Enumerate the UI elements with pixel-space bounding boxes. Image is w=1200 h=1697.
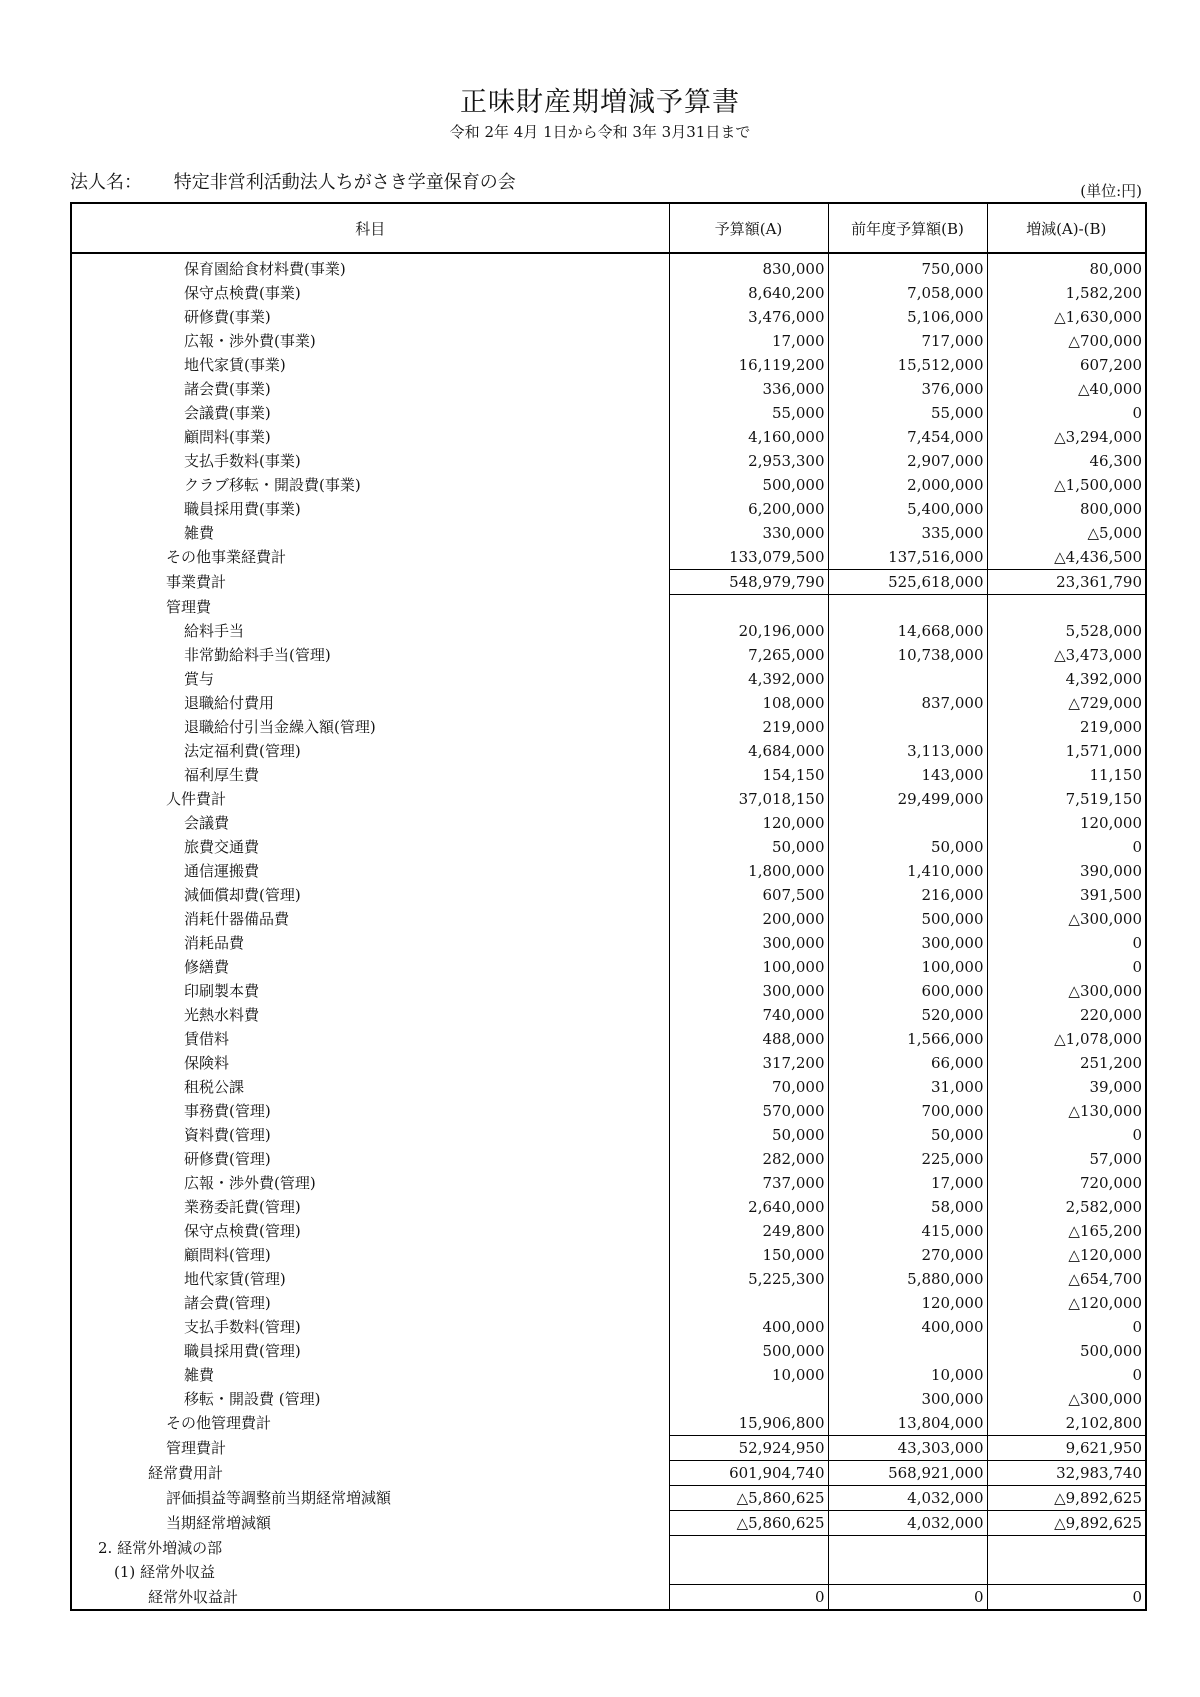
table-body xyxy=(71,253,1146,1610)
account-label: 賞与 xyxy=(184,670,215,688)
account-label: 地代家賃(管理) xyxy=(184,1270,286,1288)
difference-amount: 4,392,000 xyxy=(987,667,1146,691)
difference-amount: △130,000 xyxy=(987,1099,1146,1123)
account-label: 支払手数料(事業) xyxy=(184,452,301,470)
prior-budget-amount: 4,032,000 xyxy=(828,1511,987,1536)
table-row xyxy=(71,1560,1146,1585)
budget-amount: 548,979,790 xyxy=(669,570,828,595)
difference-amount: 800,000 xyxy=(987,497,1146,521)
table-row xyxy=(71,305,1146,329)
table-row xyxy=(71,1291,1146,1315)
prior-budget-amount: 55,000 xyxy=(828,401,987,425)
account-label: 移転・開設費 (管理) xyxy=(184,1390,321,1408)
prior-budget-amount: 5,880,000 xyxy=(828,1267,987,1291)
prior-budget-amount: 7,058,000 xyxy=(828,281,987,305)
difference-amount: 46,300 xyxy=(987,449,1146,473)
table-row xyxy=(71,1511,1146,1536)
difference-amount: 2,582,000 xyxy=(987,1195,1146,1219)
budget-amount: 50,000 xyxy=(669,835,828,859)
account-label: 広報・渉外費(事業) xyxy=(184,332,316,350)
account-label: 退職給付費用 xyxy=(184,694,275,712)
table-row xyxy=(71,1486,1146,1511)
corporation-line xyxy=(70,168,516,194)
difference-amount xyxy=(987,595,1146,620)
budget-amount: 4,392,000 xyxy=(669,667,828,691)
prior-budget-amount: 1,410,000 xyxy=(828,859,987,883)
prior-budget-amount: 137,516,000 xyxy=(828,545,987,570)
difference-amount: 219,000 xyxy=(987,715,1146,739)
account-label: 通信運搬費 xyxy=(184,862,260,880)
account-label: 評価損益等調整前当期経常増減額 xyxy=(166,1489,392,1507)
budget-amount: 737,000 xyxy=(669,1171,828,1195)
table-row xyxy=(71,715,1146,739)
difference-amount: △300,000 xyxy=(987,1387,1146,1411)
table-row xyxy=(71,449,1146,473)
prior-budget-amount: 15,512,000 xyxy=(828,353,987,377)
column-header-account: 科目 xyxy=(71,203,669,253)
table-row xyxy=(71,787,1146,811)
account-label: 雑費 xyxy=(184,1366,215,1384)
account-label: 法定福利費(管理) xyxy=(184,742,301,760)
budget-amount: 15,906,800 xyxy=(669,1411,828,1436)
table-row xyxy=(71,1027,1146,1051)
prior-budget-amount xyxy=(828,1536,987,1561)
difference-amount: △654,700 xyxy=(987,1267,1146,1291)
difference-amount: 720,000 xyxy=(987,1171,1146,1195)
difference-amount: △1,500,000 xyxy=(987,473,1146,497)
budget-amount xyxy=(669,595,828,620)
budget-amount: 100,000 xyxy=(669,955,828,979)
account-label: 顧問料(管理) xyxy=(184,1246,271,1264)
fiscal-period: 令和 2年 4月 1日から令和 3年 3月31日まで xyxy=(449,123,751,141)
document-title: 正味財産期増減予算書 xyxy=(460,87,740,118)
budget-table xyxy=(70,202,1147,1611)
budget-amount: △5,860,625 xyxy=(669,1511,828,1536)
account-label: 事業費計 xyxy=(166,573,227,591)
prior-budget-amount: 300,000 xyxy=(828,931,987,955)
account-label: 福利厚生費 xyxy=(184,766,260,784)
account-label: 管理費計 xyxy=(166,1439,227,1457)
prior-budget-amount: 10,000 xyxy=(828,1363,987,1387)
account-label: 賃借料 xyxy=(184,1030,230,1048)
prior-budget-amount: 300,000 xyxy=(828,1387,987,1411)
prior-budget-amount: 500,000 xyxy=(828,907,987,931)
budget-amount: 20,196,000 xyxy=(669,619,828,643)
account-label: 減価償却費(管理) xyxy=(184,886,301,904)
prior-budget-amount: 376,000 xyxy=(828,377,987,401)
table-row xyxy=(71,979,1146,1003)
account-label: 顧問料(事業) xyxy=(184,428,271,446)
budget-amount: 3,476,000 xyxy=(669,305,828,329)
budget-amount: 108,000 xyxy=(669,691,828,715)
account-label: 印刷製本費 xyxy=(184,982,260,1000)
difference-amount: 9,621,950 xyxy=(987,1436,1146,1461)
prior-budget-amount xyxy=(828,595,987,620)
budget-amount: 4,160,000 xyxy=(669,425,828,449)
difference-amount: 0 xyxy=(987,1315,1146,1339)
difference-amount: 0 xyxy=(987,1585,1146,1611)
difference-amount: △165,200 xyxy=(987,1219,1146,1243)
difference-amount: 500,000 xyxy=(987,1339,1146,1363)
account-label: 給料手当 xyxy=(184,622,245,640)
account-label: その他管理費計 xyxy=(166,1414,272,1433)
account-label: 光熱水料費 xyxy=(184,1006,260,1024)
table-row xyxy=(71,691,1146,715)
prior-budget-amount: 525,618,000 xyxy=(828,570,987,595)
account-label: 会議費 xyxy=(184,814,230,832)
prior-budget-amount: 58,000 xyxy=(828,1195,987,1219)
budget-amount: 10,000 xyxy=(669,1363,828,1387)
prior-budget-amount: 31,000 xyxy=(828,1075,987,1099)
difference-amount: 0 xyxy=(987,401,1146,425)
table-row xyxy=(71,955,1146,979)
difference-amount: 23,361,790 xyxy=(987,570,1146,595)
table-row xyxy=(71,401,1146,425)
table-row xyxy=(71,1436,1146,1461)
table-row xyxy=(71,1147,1146,1171)
table-row xyxy=(71,1339,1146,1363)
account-label: 修繕費 xyxy=(184,958,230,976)
table-row xyxy=(71,1243,1146,1267)
budget-amount: 37,018,150 xyxy=(669,787,828,811)
prior-budget-amount: 568,921,000 xyxy=(828,1461,987,1486)
prior-budget-amount: 216,000 xyxy=(828,883,987,907)
budget-amount: 282,000 xyxy=(669,1147,828,1171)
budget-amount xyxy=(669,1291,828,1315)
account-label: 職員採用費(事業) xyxy=(184,500,301,518)
table-row xyxy=(71,570,1146,595)
account-label: 租税公課 xyxy=(184,1078,245,1096)
account-label: 地代家賃(事業) xyxy=(184,356,286,374)
table-row xyxy=(71,1461,1146,1486)
budget-amount: 4,684,000 xyxy=(669,739,828,763)
budget-amount xyxy=(669,1560,828,1585)
difference-amount: 80,000 xyxy=(987,253,1146,281)
table-row xyxy=(71,1219,1146,1243)
table-row xyxy=(71,473,1146,497)
prior-budget-amount: 1,566,000 xyxy=(828,1027,987,1051)
difference-amount: 1,582,200 xyxy=(987,281,1146,305)
table-row xyxy=(71,1003,1146,1027)
column-header-prior-budget: 前年度予算額(B) xyxy=(828,203,987,253)
table-row xyxy=(71,521,1146,545)
budget-amount: 2,640,000 xyxy=(669,1195,828,1219)
difference-amount: △3,473,000 xyxy=(987,643,1146,667)
prior-budget-amount: 50,000 xyxy=(828,835,987,859)
prior-budget-amount: 120,000 xyxy=(828,1291,987,1315)
table-row xyxy=(71,619,1146,643)
budget-amount: 5,225,300 xyxy=(669,1267,828,1291)
budget-amount: 17,000 xyxy=(669,329,828,353)
account-label: 広報・渉外費(管理) xyxy=(184,1174,316,1192)
prior-budget-amount: 270,000 xyxy=(828,1243,987,1267)
budget-amount: 52,924,950 xyxy=(669,1436,828,1461)
table-row xyxy=(71,739,1146,763)
prior-budget-amount: 13,804,000 xyxy=(828,1411,987,1436)
prior-budget-amount: 2,000,000 xyxy=(828,473,987,497)
table-row xyxy=(71,353,1146,377)
difference-amount: 607,200 xyxy=(987,353,1146,377)
budget-amount: 55,000 xyxy=(669,401,828,425)
account-label: 人件費計 xyxy=(166,790,227,808)
prior-budget-amount: 43,303,000 xyxy=(828,1436,987,1461)
prior-budget-amount: 600,000 xyxy=(828,979,987,1003)
account-label: 研修費(事業) xyxy=(184,308,271,326)
difference-amount: △9,892,625 xyxy=(987,1486,1146,1511)
budget-amount: 570,000 xyxy=(669,1099,828,1123)
corporation-label: 法人名： xyxy=(70,172,142,193)
difference-amount: 7,519,150 xyxy=(987,787,1146,811)
account-label: 非常勤給料手当(管理) xyxy=(184,646,331,664)
account-label: 職員採用費(管理) xyxy=(184,1342,301,1360)
account-label: その他事業経費計 xyxy=(166,548,287,567)
prior-budget-amount: 837,000 xyxy=(828,691,987,715)
prior-budget-amount: 3,113,000 xyxy=(828,739,987,763)
account-label: 諸会費(事業) xyxy=(184,380,271,398)
budget-amount: 330,000 xyxy=(669,521,828,545)
difference-amount: 57,000 xyxy=(987,1147,1146,1171)
budget-amount: 607,500 xyxy=(669,883,828,907)
budget-amount: 601,904,740 xyxy=(669,1461,828,1486)
prior-budget-amount: 225,000 xyxy=(828,1147,987,1171)
prior-budget-amount: 10,738,000 xyxy=(828,643,987,667)
account-label: 2. 経常外増減の部 xyxy=(98,1538,223,1557)
account-label: 旅費交通費 xyxy=(184,838,260,856)
account-label: 支払手数料(管理) xyxy=(184,1318,301,1336)
unit-label: (単位:円) xyxy=(1080,182,1142,200)
difference-amount: 0 xyxy=(987,1363,1146,1387)
prior-budget-amount: 50,000 xyxy=(828,1123,987,1147)
difference-amount: △1,630,000 xyxy=(987,305,1146,329)
table-row xyxy=(71,883,1146,907)
budget-amount: 219,000 xyxy=(669,715,828,739)
prior-budget-amount: 400,000 xyxy=(828,1315,987,1339)
prior-budget-amount: 14,668,000 xyxy=(828,619,987,643)
table-row xyxy=(71,835,1146,859)
budget-amount: 400,000 xyxy=(669,1315,828,1339)
budget-amount: 16,119,200 xyxy=(669,353,828,377)
prior-budget-amount: 5,400,000 xyxy=(828,497,987,521)
budget-amount: 500,000 xyxy=(669,1339,828,1363)
account-label: 雑費 xyxy=(184,524,215,542)
table-row xyxy=(71,763,1146,787)
table-row xyxy=(71,1171,1146,1195)
difference-amount: △5,000 xyxy=(987,521,1146,545)
account-label: 消耗品費 xyxy=(184,934,245,952)
difference-amount: △4,436,500 xyxy=(987,545,1146,570)
prior-budget-amount: 100,000 xyxy=(828,955,987,979)
account-label: 会議費(事業) xyxy=(184,404,271,422)
table-row xyxy=(71,377,1146,401)
budget-amount xyxy=(669,1387,828,1411)
account-label: 管理費 xyxy=(166,597,212,616)
difference-amount: △729,000 xyxy=(987,691,1146,715)
account-label: 事務費(管理) xyxy=(184,1102,271,1120)
column-header-budget: 予算額(A) xyxy=(669,203,828,253)
budget-amount: 300,000 xyxy=(669,979,828,1003)
account-label: 当期経常増減額 xyxy=(166,1514,272,1532)
difference-amount: 11,150 xyxy=(987,763,1146,787)
table-row xyxy=(71,329,1146,353)
prior-budget-amount: 0 xyxy=(828,1585,987,1611)
difference-amount: 220,000 xyxy=(987,1003,1146,1027)
budget-amount: 133,079,500 xyxy=(669,545,828,570)
account-label: 業務委託費(管理) xyxy=(184,1198,301,1216)
budget-amount: 50,000 xyxy=(669,1123,828,1147)
prior-budget-amount xyxy=(828,667,987,691)
budget-amount: 300,000 xyxy=(669,931,828,955)
account-label: 退職給付引当金繰入額(管理) xyxy=(184,718,376,736)
account-label: 保守点検費(事業) xyxy=(184,284,301,302)
prior-budget-amount: 335,000 xyxy=(828,521,987,545)
difference-amount: △1,078,000 xyxy=(987,1027,1146,1051)
table-row xyxy=(71,931,1146,955)
prior-budget-amount: 143,000 xyxy=(828,763,987,787)
budget-amount: 740,000 xyxy=(669,1003,828,1027)
table-header xyxy=(71,203,1146,253)
difference-amount xyxy=(987,1560,1146,1585)
account-label: 資料費(管理) xyxy=(184,1126,271,1144)
table-row xyxy=(71,253,1146,281)
budget-amount: 0 xyxy=(669,1585,828,1611)
difference-amount: 0 xyxy=(987,1123,1146,1147)
budget-amount: △5,860,625 xyxy=(669,1486,828,1511)
table-row xyxy=(71,1123,1146,1147)
account-label: 経常費用計 xyxy=(148,1464,224,1482)
table-row xyxy=(71,1387,1146,1411)
prior-budget-amount: 29,499,000 xyxy=(828,787,987,811)
prior-budget-amount xyxy=(828,1339,987,1363)
budget-amount: 8,640,200 xyxy=(669,281,828,305)
prior-budget-amount: 700,000 xyxy=(828,1099,987,1123)
budget-amount: 120,000 xyxy=(669,811,828,835)
budget-amount: 830,000 xyxy=(669,253,828,281)
difference-amount: 0 xyxy=(987,835,1146,859)
difference-amount: 32,983,740 xyxy=(987,1461,1146,1486)
difference-amount: 39,000 xyxy=(987,1075,1146,1099)
account-label: 研修費(管理) xyxy=(184,1150,271,1168)
budget-amount: 2,953,300 xyxy=(669,449,828,473)
table-row xyxy=(71,281,1146,305)
table-row xyxy=(71,1051,1146,1075)
difference-amount: 0 xyxy=(987,955,1146,979)
difference-amount: △300,000 xyxy=(987,979,1146,1003)
prior-budget-amount: 7,454,000 xyxy=(828,425,987,449)
prior-budget-amount xyxy=(828,1560,987,1585)
budget-amount: 1,800,000 xyxy=(669,859,828,883)
table-row xyxy=(71,595,1146,620)
budget-amount: 7,265,000 xyxy=(669,643,828,667)
difference-amount xyxy=(987,1536,1146,1561)
difference-amount: 5,528,000 xyxy=(987,619,1146,643)
difference-amount: 120,000 xyxy=(987,811,1146,835)
budget-amount: 200,000 xyxy=(669,907,828,931)
prior-budget-amount: 5,106,000 xyxy=(828,305,987,329)
budget-amount: 336,000 xyxy=(669,377,828,401)
difference-amount: 251,200 xyxy=(987,1051,1146,1075)
budget-amount: 6,200,000 xyxy=(669,497,828,521)
difference-amount: △300,000 xyxy=(987,907,1146,931)
budget-amount: 488,000 xyxy=(669,1027,828,1051)
difference-amount: △700,000 xyxy=(987,329,1146,353)
table-row xyxy=(71,907,1146,931)
budget-amount: 70,000 xyxy=(669,1075,828,1099)
account-label: クラブ移転・開設費(事業) xyxy=(184,476,361,494)
prior-budget-amount xyxy=(828,811,987,835)
prior-budget-amount: 4,032,000 xyxy=(828,1486,987,1511)
difference-amount: 390,000 xyxy=(987,859,1146,883)
prior-budget-amount: 750,000 xyxy=(828,253,987,281)
budget-amount: 500,000 xyxy=(669,473,828,497)
account-label: 保育園給食材料費(事業) xyxy=(184,260,346,278)
column-header-difference: 増減(A)-(B) xyxy=(987,203,1146,253)
prior-budget-amount: 415,000 xyxy=(828,1219,987,1243)
account-label: 保守点検費(管理) xyxy=(184,1222,301,1240)
difference-amount: △120,000 xyxy=(987,1243,1146,1267)
account-label: (1) 経常外収益 xyxy=(114,1563,216,1582)
table-row xyxy=(71,1075,1146,1099)
budget-amount xyxy=(669,1536,828,1561)
table-row xyxy=(71,497,1146,521)
prior-budget-amount: 2,907,000 xyxy=(828,449,987,473)
difference-amount: 2,102,800 xyxy=(987,1411,1146,1436)
table-row xyxy=(71,1195,1146,1219)
table-row xyxy=(71,1585,1146,1611)
table-row xyxy=(71,425,1146,449)
account-label: 保険料 xyxy=(184,1054,230,1072)
difference-amount: △120,000 xyxy=(987,1291,1146,1315)
table-row xyxy=(71,811,1146,835)
corporation-name: 特定非営利活動法人ちがさき学童保育の会 xyxy=(173,172,516,193)
table-row xyxy=(71,643,1146,667)
prior-budget-amount: 66,000 xyxy=(828,1051,987,1075)
table-row xyxy=(71,1099,1146,1123)
table-row xyxy=(71,667,1146,691)
account-label: 消耗什器備品費 xyxy=(184,910,290,928)
account-label: 諸会費(管理) xyxy=(184,1294,271,1312)
budget-amount: 317,200 xyxy=(669,1051,828,1075)
difference-amount: △40,000 xyxy=(987,377,1146,401)
budget-amount: 249,800 xyxy=(669,1219,828,1243)
table-row xyxy=(71,1267,1146,1291)
table-row xyxy=(71,545,1146,570)
prior-budget-amount: 520,000 xyxy=(828,1003,987,1027)
table-row xyxy=(71,859,1146,883)
prior-budget-amount: 17,000 xyxy=(828,1171,987,1195)
difference-amount: △3,294,000 xyxy=(987,425,1146,449)
table-row xyxy=(71,1315,1146,1339)
table-row xyxy=(71,1411,1146,1436)
prior-budget-amount: 717,000 xyxy=(828,329,987,353)
account-label: 経常外収益計 xyxy=(148,1587,239,1606)
budget-amount: 154,150 xyxy=(669,763,828,787)
difference-amount: 391,500 xyxy=(987,883,1146,907)
difference-amount: 0 xyxy=(987,931,1146,955)
table-row xyxy=(71,1536,1146,1561)
table-row xyxy=(71,1363,1146,1387)
budget-amount: 150,000 xyxy=(669,1243,828,1267)
difference-amount: 1,571,000 xyxy=(987,739,1146,763)
difference-amount: △9,892,625 xyxy=(987,1511,1146,1536)
prior-budget-amount xyxy=(828,715,987,739)
